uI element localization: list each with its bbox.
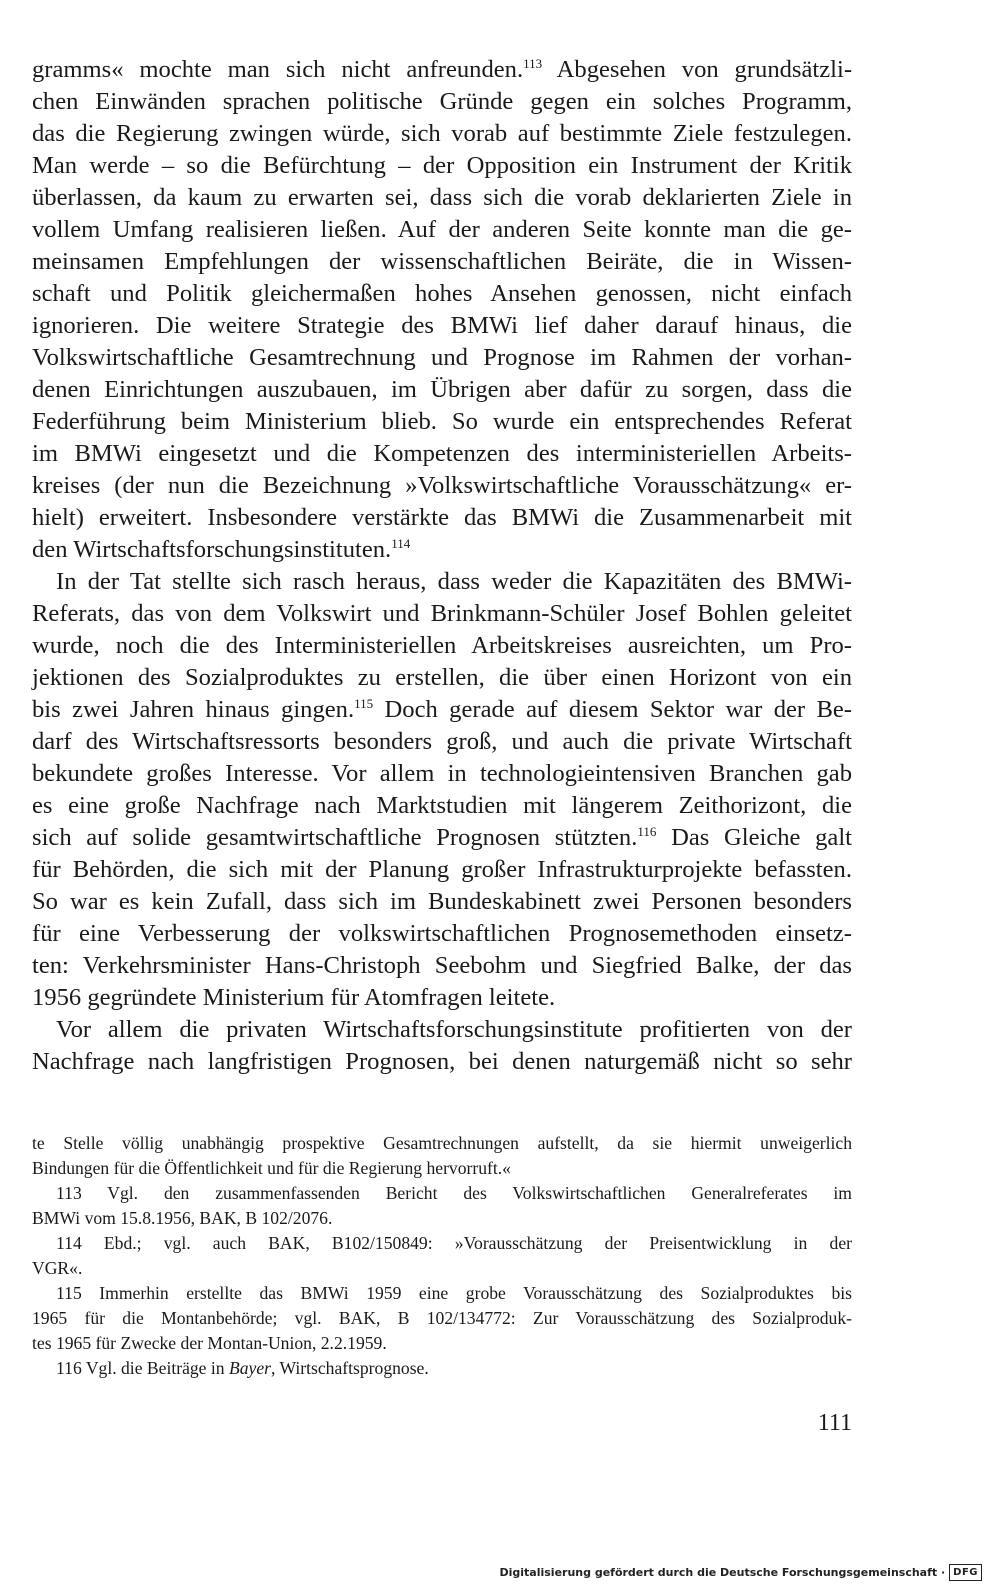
body-line [32, 534, 852, 566]
body-text: den Wirtschaftsforschungsinstituten. [32, 536, 392, 563]
body-line [32, 406, 852, 438]
body-text: im BMWi eingesetzt und die Kompetenzen des interministeriellen Arbeits- [32, 440, 852, 467]
body-text: kreises (der nun die Bezeichnung »Volkswirtschaftliche Vorausschätzung« er- [32, 472, 852, 499]
footnote-line [32, 1131, 852, 1156]
body-line [32, 150, 852, 182]
footnote-text: 1965 für die Montanbehörde; vgl. BAK, B 102/134772: Zur Vorausschätzung des Sozialproduk- [32, 1308, 852, 1328]
body-line [32, 950, 852, 982]
body-line [32, 470, 852, 502]
body-text-cont: Doch gerade auf diesem Sektor war der Be- [373, 696, 852, 723]
body-text: für Behörden, die sich mit der Planung großer Infrastrukturprojekte befassten. [32, 856, 852, 883]
body-text: ten: Verkehrsminister Hans-Christoph Seebohm und Siegfried Balke, der das [32, 952, 852, 979]
footnote-text: BMWi vom 15.8.1956, BAK, B 102/2076. [32, 1208, 333, 1228]
body-line [32, 502, 852, 534]
body-line [32, 982, 852, 1014]
body-text: wurde, noch die des Interministeriellen Arbeitskreises ausreichten, um Pro- [32, 632, 852, 659]
body-line [32, 1046, 852, 1078]
page-number: 111 [817, 1410, 852, 1436]
footnote-text: VGR«. [32, 1258, 83, 1278]
body-line [32, 918, 852, 950]
body-line [32, 54, 852, 86]
body-text-cont: Das Gleiche galt [656, 824, 852, 851]
body-text: bis zwei Jahren hinaus gingen. [32, 696, 355, 723]
footnote-line [32, 1281, 852, 1306]
body-text: denen Einrichtungen auszubauen, im Übrigen aber dafür zu sorgen, dass die [32, 376, 852, 403]
body-text: Nachfrage nach langfristigen Prognosen, bei denen naturgemäß nicht so sehr [32, 1048, 852, 1075]
body-line [32, 854, 852, 886]
footnotes [32, 1131, 852, 1381]
body-line [32, 342, 852, 374]
footnote-line [32, 1256, 852, 1281]
body-text-cont: Abgesehen von grundsätzli- [542, 56, 853, 83]
body-line [32, 182, 852, 214]
body-line [32, 726, 852, 758]
body-text: chen Einwänden sprachen politische Gründe gegen ein solches Programm, [32, 88, 852, 115]
body-text: So war es kein Zufall, dass sich im Bundeskabinett zwei Personen besonders [32, 888, 852, 915]
body-line [32, 278, 852, 310]
footer-text: Digitalisierung gefördert durch die Deutsche Forschungsgemeinschaft · [499, 1565, 946, 1579]
body-text: vollem Umfang realisieren ließen. Auf der anderen Seite konnte man die ge- [32, 216, 852, 243]
footnote-text: 115 Immerhin erstellte das BMWi 1959 eine grobe Vorausschätzung des Sozialproduktes bis [56, 1283, 852, 1303]
footnote-text: Bindungen für die Öffentlichkeit und für die Regierung hervorruft.« [32, 1158, 511, 1178]
body-line [32, 1014, 852, 1046]
body-text: Vor allem die privaten Wirtschaftsforschungsinstitute profitierten von der [56, 1016, 852, 1043]
body-line [32, 246, 852, 278]
footnote-text-cont: , Wirtschaftsprognose. [271, 1358, 429, 1378]
body-line [32, 598, 852, 630]
body-text: In der Tat stellte sich rasch heraus, dass weder die Kapazitäten des BMWi- [56, 568, 852, 595]
body-line [32, 662, 852, 694]
body-line [32, 566, 852, 598]
body-text [32, 54, 852, 1078]
body-line [32, 438, 852, 470]
body-line [32, 310, 852, 342]
footnote-line [32, 1181, 852, 1206]
body-line [32, 694, 852, 726]
dfg-logo-icon: DFG [949, 1564, 982, 1581]
body-line [32, 790, 852, 822]
footnote-text: 114 Ebd.; vgl. auch BAK, B102/150849: »Vorausschätzung der Preisentwicklung in der [56, 1233, 852, 1253]
body-line [32, 118, 852, 150]
body-line [32, 886, 852, 918]
body-text: meinsamen Empfehlungen der wissenschaftlichen Beiräte, die in Wissen- [32, 248, 852, 275]
body-text: ignorieren. Die weitere Strategie des BMWi lief daher darauf hinaus, die [32, 312, 852, 339]
body-text: darf des Wirtschaftsressorts besonders groß, und auch die private Wirtschaft [32, 728, 852, 755]
footnote-line [32, 1156, 852, 1181]
body-text: Volkswirtschaftliche Gesamtrechnung und Prognose im Rahmen der vorhan- [32, 344, 852, 371]
body-text: für eine Verbesserung der volkswirtschaftlichen Prognosemethoden einsetz- [32, 920, 852, 947]
footnote-line [32, 1206, 852, 1231]
body-line [32, 630, 852, 662]
body-text: Man werde – so die Befürchtung – der Opposition ein Instrument der Kritik [32, 152, 852, 179]
footnote-marker: 113 [523, 56, 543, 71]
body-text: sich auf solide gesamtwirtschaftliche Prognosen stützten. [32, 824, 638, 851]
footnote-marker: 116 [637, 824, 657, 839]
footnote-marker: 115 [354, 696, 374, 711]
body-line [32, 86, 852, 118]
body-line [32, 214, 852, 246]
footnote-text: tes 1965 für Zwecke der Montan-Union, 2.2.1959. [32, 1333, 387, 1353]
footnote-text: 113 Vgl. den zusammenfassenden Bericht des Volkswirtschaftlichen Generalreferates im [56, 1183, 852, 1203]
footnote-line [32, 1331, 852, 1356]
body-line [32, 822, 852, 854]
body-text: Referats, das von dem Volkswirt und Brinkmann-Schüler Josef Bohlen geleitet [32, 600, 852, 627]
body-text: bekundete großes Interesse. Vor allem in technologieintensiven Branchen gab [32, 760, 852, 787]
digitization-footer [499, 1562, 982, 1582]
italic-author: Bayer [228, 1358, 271, 1378]
body-text: jektionen des Sozialproduktes zu erstellen, die über einen Horizont von ein [32, 664, 852, 691]
footnote-line [32, 1356, 852, 1381]
footnote-text: 116 Vgl. die Beiträge in [56, 1358, 229, 1378]
body-text: gramms« mochte man sich nicht anfreunden. [32, 56, 524, 83]
body-line [32, 758, 852, 790]
body-text: hielt) erweitert. Insbesondere verstärkte das BMWi die Zusammenarbeit mit [32, 504, 852, 531]
body-text: Federführung beim Ministerium blieb. So wurde ein entsprechendes Referat [32, 408, 852, 435]
footnote-text: te Stelle völlig unabhängig prospektive Gesamtrechnungen aufstellt, da sie hiermit unweigerlich [32, 1133, 852, 1153]
body-text: schaft und Politik gleichermaßen hohes Ansehen genossen, nicht einfach [32, 280, 852, 307]
body-text: es eine große Nachfrage nach Marktstudien mit längerem Zeithorizont, die [32, 792, 852, 819]
footnote-marker: 114 [391, 536, 411, 551]
body-text: überlassen, da kaum zu erwarten sei, dass sich die vorab deklarierten Ziele in [32, 184, 852, 211]
body-text: das die Regierung zwingen würde, sich vorab auf bestimmte Ziele festzulegen. [32, 120, 852, 147]
footnote-line [32, 1231, 852, 1256]
body-text: 1956 gegründete Ministerium für Atomfragen leitete. [32, 984, 556, 1011]
footnote-line [32, 1306, 852, 1331]
body-line [32, 374, 852, 406]
